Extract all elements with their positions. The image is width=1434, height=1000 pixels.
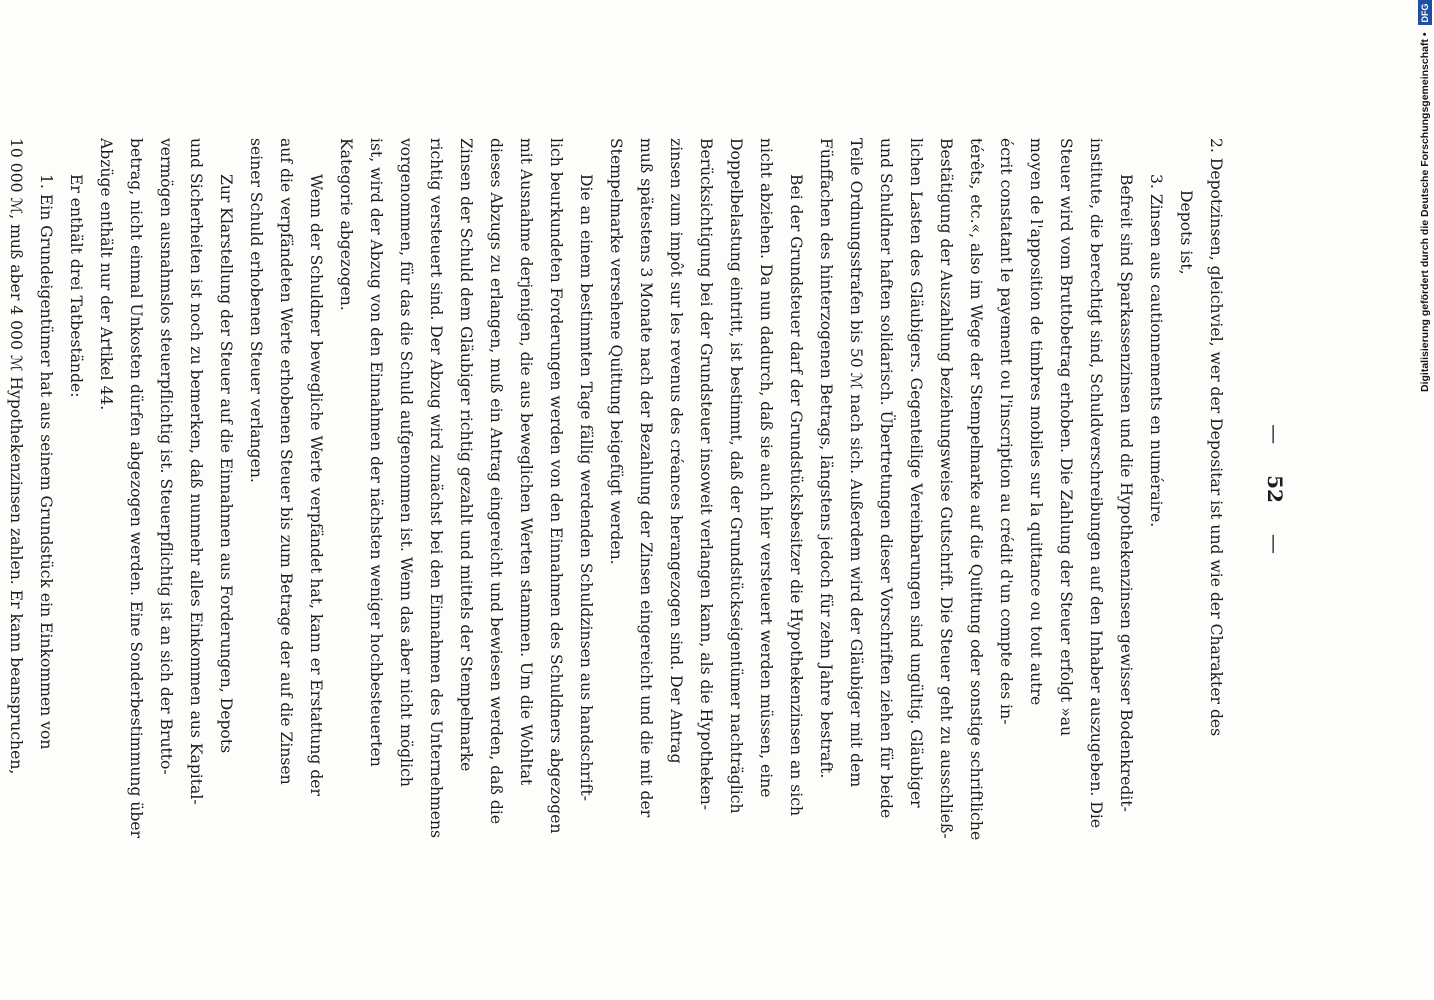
text-line: Fünffachen des hinterzogenen Betrags, längstens jedoch für zehn Jahre bestraft. xyxy=(817,138,835,779)
text-line: Bei der Grundsteuer darf der Grundstücksbesitzer die Hypothekenzinsen an sich xyxy=(787,174,805,817)
text-line: térêts, etc.«, also im Wege der Stempelmarke auf die Quittung oder sonstige schriftliche xyxy=(967,138,985,840)
text-line: vermögen ausnahmslos steuerpflichtig ist. Steuerpflichtig ist an sich der Brutto- xyxy=(157,138,175,775)
text-line: dieses Abzugs zu erlangen, muß ein Antrag eingereicht und bewiesen werden, daß die xyxy=(487,138,505,825)
text-line: lichen Lasten des Gläubigers. Gegenteilige Vereinbarungen sind ungültig. Gläubiger xyxy=(907,138,925,808)
text-line: 3. Zinsen aus cautionnements en numéraire. xyxy=(1147,174,1165,528)
text-line: vorgenommen, für das die Schuld aufgenommen ist. Wenn das aber nicht möglich xyxy=(397,138,415,787)
dfg-logo-badge: DFG xyxy=(1418,1,1432,26)
text-line: Bestätigung der Auszahlung beziehungsweise Gutschrift. Die Steuer geht zu ausschließ- xyxy=(937,138,955,839)
text-line: Er enthält drei Tatbestände: xyxy=(67,174,85,398)
text-line: muß spätestens 3 Monate nach der Bezahlung der Zinsen eingereicht und die mit der xyxy=(637,138,655,818)
text-line: Steuer wird vom Bruttobetrag erhoben. Die Zahlung der Steuer erfolgt »au xyxy=(1057,138,1075,737)
text-line: 2. Depotzinsen, gleichviel, wer der Depositar ist und wie der Charakter des xyxy=(1207,138,1225,737)
text-line: Zur Klarstellung der Steuer auf die Einnahmen aus Forderungen, Depots xyxy=(217,174,235,754)
text-line: Depots ist, xyxy=(1177,190,1195,275)
text-line: ist, wird der Abzug von den Einnahmen der nächsten weniger hochbesteuerten xyxy=(367,138,385,767)
text-line: lich beurkundeten Forderungen werden von den Einnahmen des Schuldners abgezogen xyxy=(547,138,565,834)
text-line: Doppelbelastung eintritt, ist bestimmt, daß der Grundstückseigentümer nachträglich xyxy=(727,138,745,814)
credit-text: Digitalisierung gefördert durch die Deutsche Forschungsgemeinschaft • xyxy=(1419,32,1431,392)
text-line: 10 000 ℳ, muß aber 4 000 ℳ Hypothekenzinsen zahlen. Er kann beanspruchen, xyxy=(7,138,25,775)
text-line: 1. Ein Grundeigentümer hat aus seinem Grundstück ein Einkommen von xyxy=(37,174,55,750)
text-line: Die an einem bestimmten Tage fällig werdenden Schuldzinsen aus handschrift- xyxy=(577,174,595,801)
header-dash-right: — xyxy=(1263,533,1287,554)
text-line xyxy=(0,138,1,840)
text-line: écrit constatant le payement ou l'inscription au crédit d'un compte des in- xyxy=(997,138,1015,725)
text-line: Berücksichtigung bei der Grundsteuer insoweit verlangen kann, als die Hypotheken- xyxy=(697,138,715,811)
text-line: Zinsen der Schuld dem Gläubiger richtig gezahlt und mittels der Stempelmarke xyxy=(457,138,475,772)
text-line: auf die verpfändeten Werte erhobenen Steuer bis zum Betrage der auf die Zinsen xyxy=(277,138,295,785)
text-line: Teile Ordnungsstrafen bis 50 ℳ nach sich. Außerdem wird der Gläubiger mit dem xyxy=(847,138,865,788)
text-line: Stempelmarke versehene Quittung beigefügt werden. xyxy=(607,138,625,565)
text-line: betrag, nicht einmal Unkosten dürfen abgezogen werden. Eine Sonderbestimmung über xyxy=(127,138,145,839)
text-line: Befreit sind Sparkassenzinsen und die Hypothekenzinsen gewisser Bodenkredit- xyxy=(1117,174,1135,812)
text-line: Wenn der Schuldner bewegliche Werte verpfändet hat, kann er Erstattung der xyxy=(307,174,325,796)
text-line: moyen de l'apposition de timbres mobiles sur la quittance ou tout autre xyxy=(1027,138,1045,706)
header-dash-left: — xyxy=(1263,424,1287,445)
page-body-text xyxy=(0,138,1231,840)
text-line: Abzüge enthält nur der Artikel 44. xyxy=(97,138,115,411)
text-line: und Schuldner haften solidarisch. Übertretungen dieser Vorschriften ziehen für beide xyxy=(877,138,895,819)
text-line: nicht abziehen. Da nun dadurch, daß sie auch hier versteuert werden müssen, eine xyxy=(757,138,775,798)
text-line: und Sicherheiten ist noch zu bemerken, daß nunmehr alles Einkommen aus Kapital- xyxy=(187,138,205,805)
text-line: institute, die berechtigt sind, Schuldverschreibungen auf den Inhaber auszugeben. Die xyxy=(1087,138,1105,829)
page-number: 52 xyxy=(1263,475,1287,503)
digitization-credit xyxy=(1416,3,1434,392)
book-page xyxy=(7,138,1287,840)
text-line: mit Ausnahme derjenigen, die aus beweglichen Werten stammen. Um die Wohltat xyxy=(517,138,535,786)
text-line: seiner Schuld erhobenen Steuer verlangen. xyxy=(247,138,265,483)
text-line: richtig versteuert sind. Der Abzug wird zunächst bei den Einnahmen des Unternehmens xyxy=(427,138,445,839)
text-line: Kategorie abgezogen. xyxy=(337,138,355,311)
text-line: zinsen zum impôt sur les revenus des créances herangezogen sind. Der Antrag xyxy=(667,138,685,764)
page-header xyxy=(1251,138,1287,840)
